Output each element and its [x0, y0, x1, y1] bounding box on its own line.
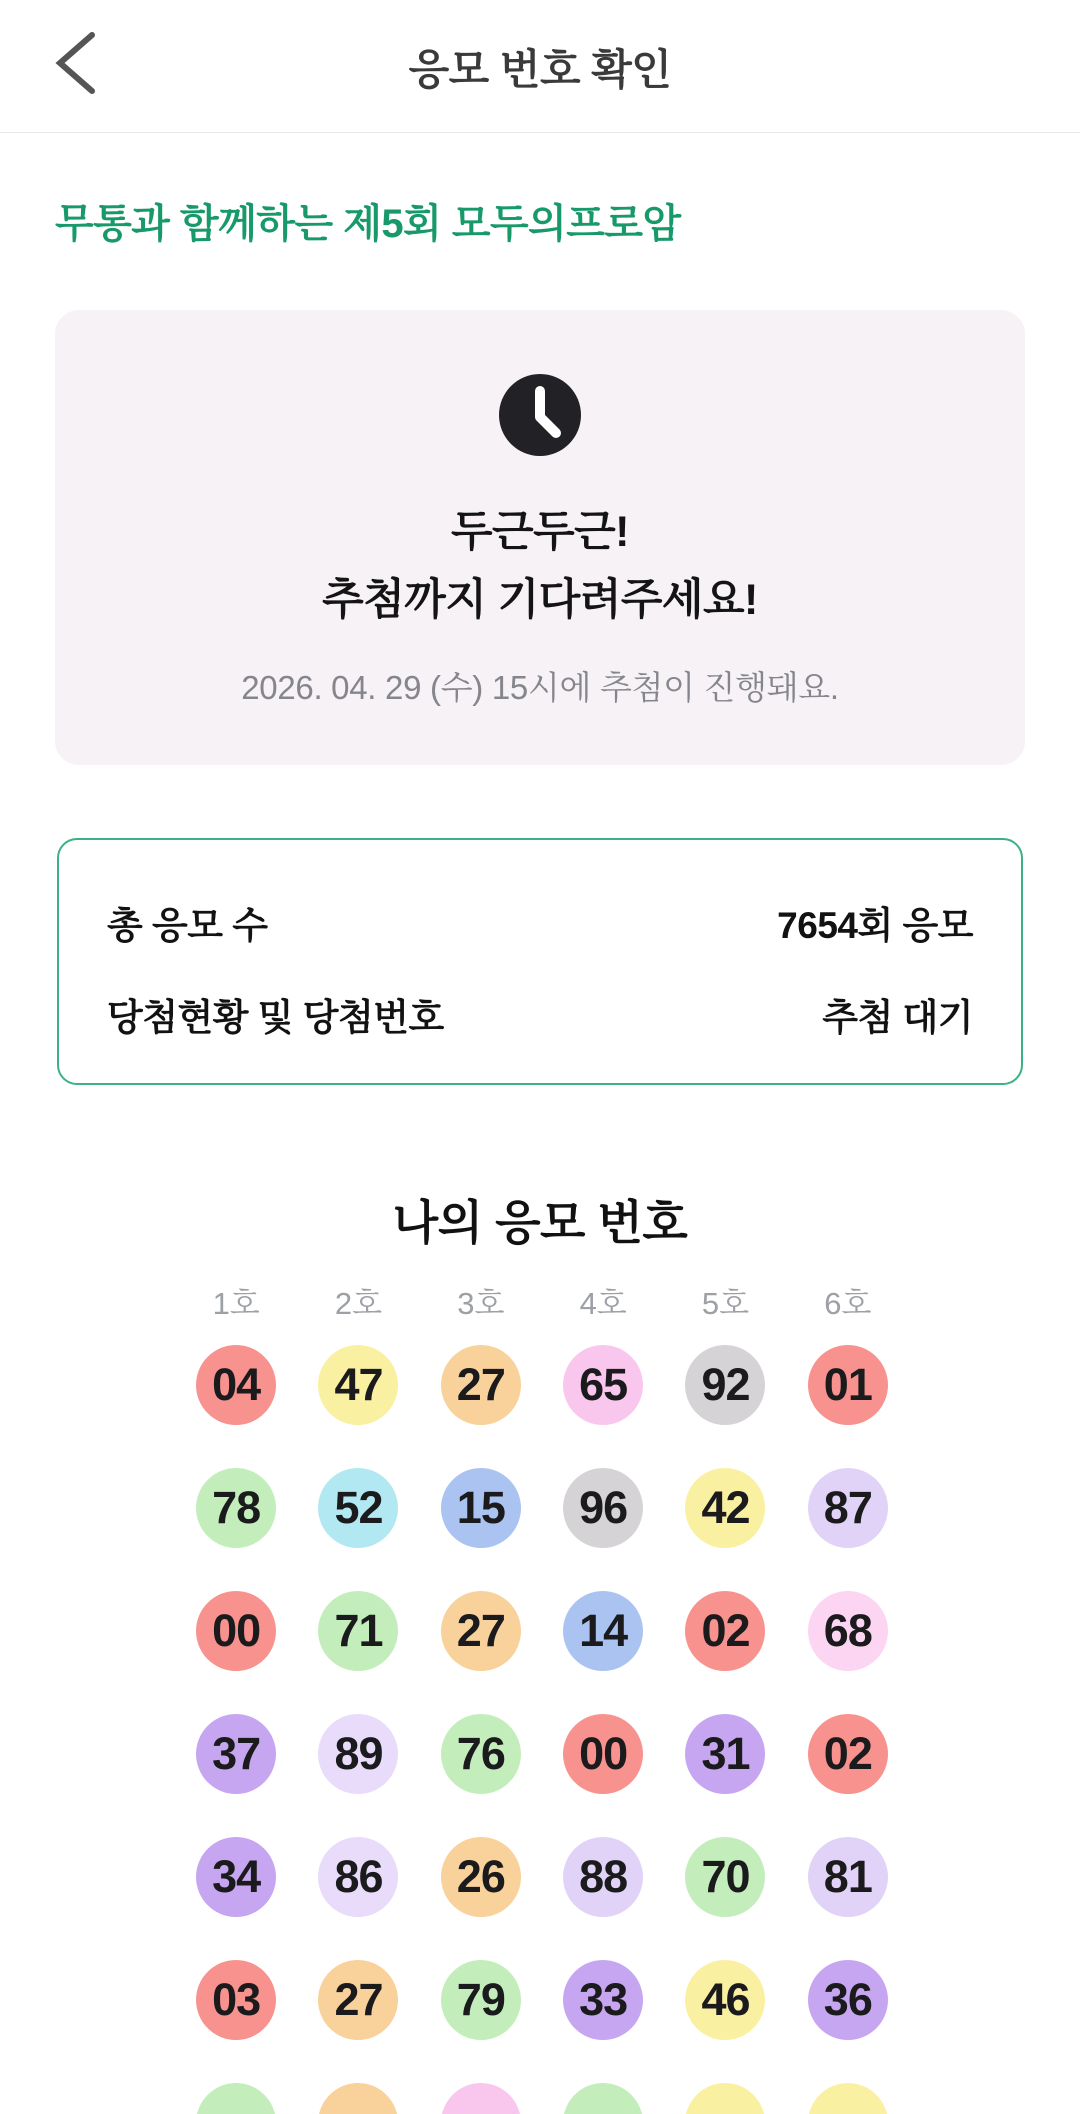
entry-number-ball: 33 — [563, 1960, 643, 2040]
entry-number-ball: 92 — [685, 1345, 765, 1425]
entry-number-ball: 47 — [318, 1345, 398, 1425]
total-entries-label: 총 응모 수 — [107, 905, 268, 946]
entry-number-ball: 03 — [196, 1960, 276, 2040]
entry-number-ball: 76 — [441, 1714, 521, 1794]
winning-status-label: 당첨현황 및 당첨번호 — [107, 997, 444, 1038]
waiting-message-line1: 두근두근! — [451, 508, 629, 556]
summary-card — [57, 838, 1023, 1085]
entry-number-ball: 14 — [563, 1591, 643, 1671]
entry-number-ball: 27 — [441, 1591, 521, 1671]
entry-row-3 — [175, 1591, 909, 1671]
entries-section-title: 나의 응모 번호 — [392, 1196, 688, 1249]
entry-number-ball — [563, 2083, 643, 2114]
entry-column-header-1: 1호 — [212, 1286, 260, 1321]
entry-column-header-3: 3호 — [457, 1286, 505, 1321]
entry-number-ball — [196, 2083, 276, 2114]
entry-row-5 — [175, 1837, 909, 1917]
entry-number-ball: 00 — [196, 1591, 276, 1671]
entry-number-ball: 02 — [808, 1714, 888, 1794]
entry-grid — [175, 1278, 909, 2114]
entry-number-ball: 52 — [318, 1468, 398, 1548]
entry-row-7 — [175, 2083, 909, 2114]
entry-column-header-5: 5호 — [701, 1286, 750, 1321]
entry-row-2 — [175, 1468, 909, 1548]
entry-number-ball — [685, 2083, 765, 2114]
entry-column-header-6: 6호 — [824, 1286, 872, 1321]
entry-number-ball: 36 — [808, 1960, 888, 2040]
entry-row-4 — [175, 1714, 909, 1794]
entry-number-ball: 42 — [685, 1468, 765, 1548]
entry-number-ball — [808, 2083, 888, 2114]
entry-number-ball: 70 — [685, 1837, 765, 1917]
entry-number-ball: 71 — [318, 1591, 398, 1671]
entry-column-header-2: 2호 — [334, 1286, 383, 1321]
entry-number-ball: 89 — [318, 1714, 398, 1794]
entry-number-ball: 34 — [196, 1837, 276, 1917]
entry-number-ball: 27 — [318, 1960, 398, 2040]
total-entries-value: 7654회 응모 — [777, 905, 973, 946]
entry-number-ball — [441, 2083, 521, 2114]
entry-number-ball: 68 — [808, 1591, 888, 1671]
entry-number-ball: 96 — [563, 1468, 643, 1548]
entry-row-6 — [175, 1960, 909, 2040]
entry-number-ball: 15 — [441, 1468, 521, 1548]
total-entries-row — [107, 892, 973, 952]
entry-number-ball: 86 — [318, 1837, 398, 1917]
entry-number-ball: 81 — [808, 1837, 888, 1917]
entry-number-ball: 37 — [196, 1714, 276, 1794]
waiting-card — [55, 310, 1025, 765]
entry-column-headers — [175, 1278, 909, 1321]
entry-number-ball: 78 — [196, 1468, 276, 1548]
header — [0, 0, 1080, 133]
entry-number-ball: 88 — [563, 1837, 643, 1917]
winning-status-row — [107, 984, 973, 1044]
entry-number-ball: 87 — [808, 1468, 888, 1548]
entry-number-ball — [318, 2083, 398, 2114]
entry-number-ball: 65 — [563, 1345, 643, 1425]
entry-number-ball: 31 — [685, 1714, 765, 1794]
entry-number-ball: 00 — [563, 1714, 643, 1794]
entry-number-ball: 04 — [196, 1345, 276, 1425]
entry-number-ball: 27 — [441, 1345, 521, 1425]
waiting-message-line2: 추첨까지 기다려주세요! — [322, 576, 758, 624]
draw-schedule-text: 2026. 04. 29 (수) 15시에 추첨이 진행돼요. — [241, 669, 839, 706]
entry-number-ball: 02 — [685, 1591, 765, 1671]
entry-column-header-4: 4호 — [579, 1286, 627, 1321]
entry-number-ball: 79 — [441, 1960, 521, 2040]
entry-row-1 — [175, 1345, 909, 1425]
page-title: 응모 번호 확인 — [408, 45, 672, 93]
entry-number-ball: 26 — [441, 1837, 521, 1917]
entry-number-ball: 46 — [685, 1960, 765, 2040]
winning-status-value: 추첨 대기 — [822, 997, 973, 1038]
clock-icon — [55, 372, 1025, 458]
entry-number-ball: 01 — [808, 1345, 888, 1425]
event-title: 무통과 함께하는 제5회 모두의프로암 — [55, 202, 681, 246]
